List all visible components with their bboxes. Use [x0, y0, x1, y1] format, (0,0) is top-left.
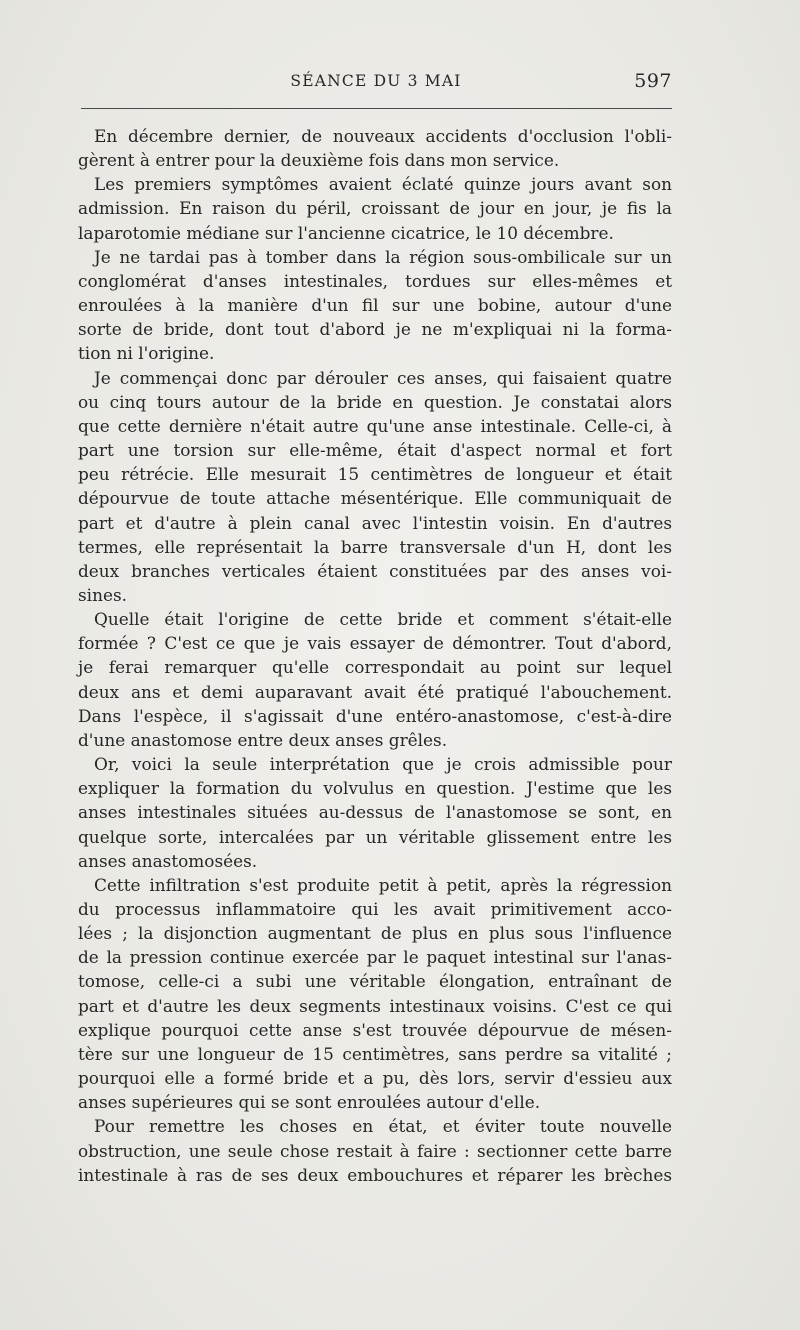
text-line: quelque sorte, intercalées par un véritable glissement entre les	[78, 826, 672, 847]
text-line: conglomérat d'anses intestinales, tordues sur elles-mêmes et	[78, 270, 672, 291]
text-line: anses supérieures qui se sont enroulées autour d'elle.	[78, 1092, 541, 1113]
text-line: Or, voici la seule interprétation que je crois admissible pour	[94, 754, 672, 775]
text-line: lées ; la disjonction augmentant de plus en plus sous l'influence	[78, 923, 672, 944]
text-line: Dans l'espèce, il s'agissait d'une entéro-anastomose, c'est-à-dire	[78, 705, 672, 726]
paragraph	[78, 124, 672, 172]
text-line: du processus inflammatoire qui les avait primitivement acco-	[78, 899, 672, 919]
text-line: sines.	[78, 584, 127, 605]
paragraph	[78, 607, 672, 752]
text-line: tomose, celle-ci a subi une véritable élongation, entraînant de	[78, 971, 672, 992]
text-line: part une torsion sur elle-même, était d'aspect normal et fort	[78, 440, 672, 461]
text-line: que cette dernière n'était autre qu'une anse intestinale. Celle-ci, à	[78, 415, 672, 436]
text-line: pourquoi elle a formé bride et a pu, dès lors, servir d'essieu aux	[78, 1068, 672, 1089]
text-line: anses intestinales situées au-dessus de l'anastomose se sont, en	[78, 802, 672, 823]
paragraph	[78, 172, 672, 244]
text-line: explique pourquoi cette anse s'est trouvée dépourvue de mésen-	[78, 1019, 672, 1040]
paragraph	[78, 752, 672, 873]
text-line: ou cinq tours autour de la bride en question. Je constatai alors	[78, 391, 672, 412]
paragraph	[78, 366, 672, 608]
paragraph	[78, 873, 672, 1115]
text-line: deux branches verticales étaient constituées par des anses voi-	[78, 560, 672, 581]
text-line: de la pression continue exercée par le paquet intestinal sur l'anas-	[78, 947, 672, 968]
text-line: deux ans et demi auparavant avait été pratiqué l'abouchement.	[78, 681, 672, 702]
text-line: Les premiers symptômes avaient éclaté quinze jours avant son	[94, 174, 672, 195]
text-line: sorte de bride, dont tout d'abord je ne m'expliquai ni la forma-	[78, 319, 672, 340]
header-rule	[81, 108, 672, 109]
text-line: dépourvue de toute attache mésentérique. Elle communiquait de	[78, 488, 672, 509]
text-line: je ferai remarquer qu'elle correspondait au point sur lequel	[78, 657, 672, 678]
text-line: termes, elle représentait la barre transversale d'un H, dont les	[78, 536, 672, 557]
body-text	[78, 124, 672, 1187]
text-line: part et d'autre les deux segments intestinaux voisins. C'est ce qui	[78, 995, 672, 1016]
text-line: intestinale à ras de ses deux embouchures et réparer les brèches	[78, 1164, 672, 1185]
text-line: peu rétrécie. Elle mesurait 15 centimètres de longueur et était	[78, 464, 672, 485]
text-line: anses anastomosées.	[78, 850, 258, 871]
text-line: admission. En raison du péril, croissant de jour en jour, je fis la	[78, 198, 672, 219]
text-line: Je commençai donc par dérouler ces anses, qui faisaient quatre	[94, 367, 672, 388]
text-line: Pour remettre les choses en état, et éviter toute nouvelle	[94, 1116, 672, 1137]
text-line: formée ? C'est ce que je vais essayer de démontrer. Tout d'abord,	[78, 633, 672, 654]
text-line: laparotomie médiane sur l'ancienne cicatrice, le 10 décembre.	[78, 222, 614, 243]
text-line: gèrent à entrer pour la deuxième fois dans mon service.	[78, 150, 560, 171]
text-line: Je ne tardai pas à tomber dans la région sous-ombilicale sur un	[94, 246, 672, 267]
text-line: d'une anastomose entre deux anses grêles.	[78, 729, 448, 750]
page-number: 597	[634, 70, 672, 92]
text-line: Quelle était l'origine de cette bride et comment s'était-elle	[94, 609, 672, 630]
text-line: expliquer la formation du volvulus en question. J'estime que les	[78, 778, 672, 799]
text-line: tion ni l'origine.	[78, 343, 215, 364]
running-head: SÉANCE DU 3 MAI	[290, 72, 462, 90]
paragraph	[78, 1114, 672, 1186]
paragraph	[78, 245, 672, 366]
text-line: tère sur une longueur de 15 centimètres, sans perdre sa vitalité ;	[78, 1043, 672, 1064]
text-line: Cette infiltration s'est produite petit à petit, après la régression	[94, 874, 672, 895]
text-line: enroulées à la manière d'un fil sur une bobine, autour d'une	[78, 295, 672, 316]
text-line: En décembre dernier, de nouveaux accidents d'occlusion l'obli-	[94, 126, 672, 146]
text-line: part et d'autre à plein canal avec l'intestin voisin. En d'autres	[78, 512, 672, 533]
text-line: obstruction, une seule chose restait à faire : sectionner cette barre	[78, 1140, 672, 1161]
page-header	[80, 72, 672, 100]
